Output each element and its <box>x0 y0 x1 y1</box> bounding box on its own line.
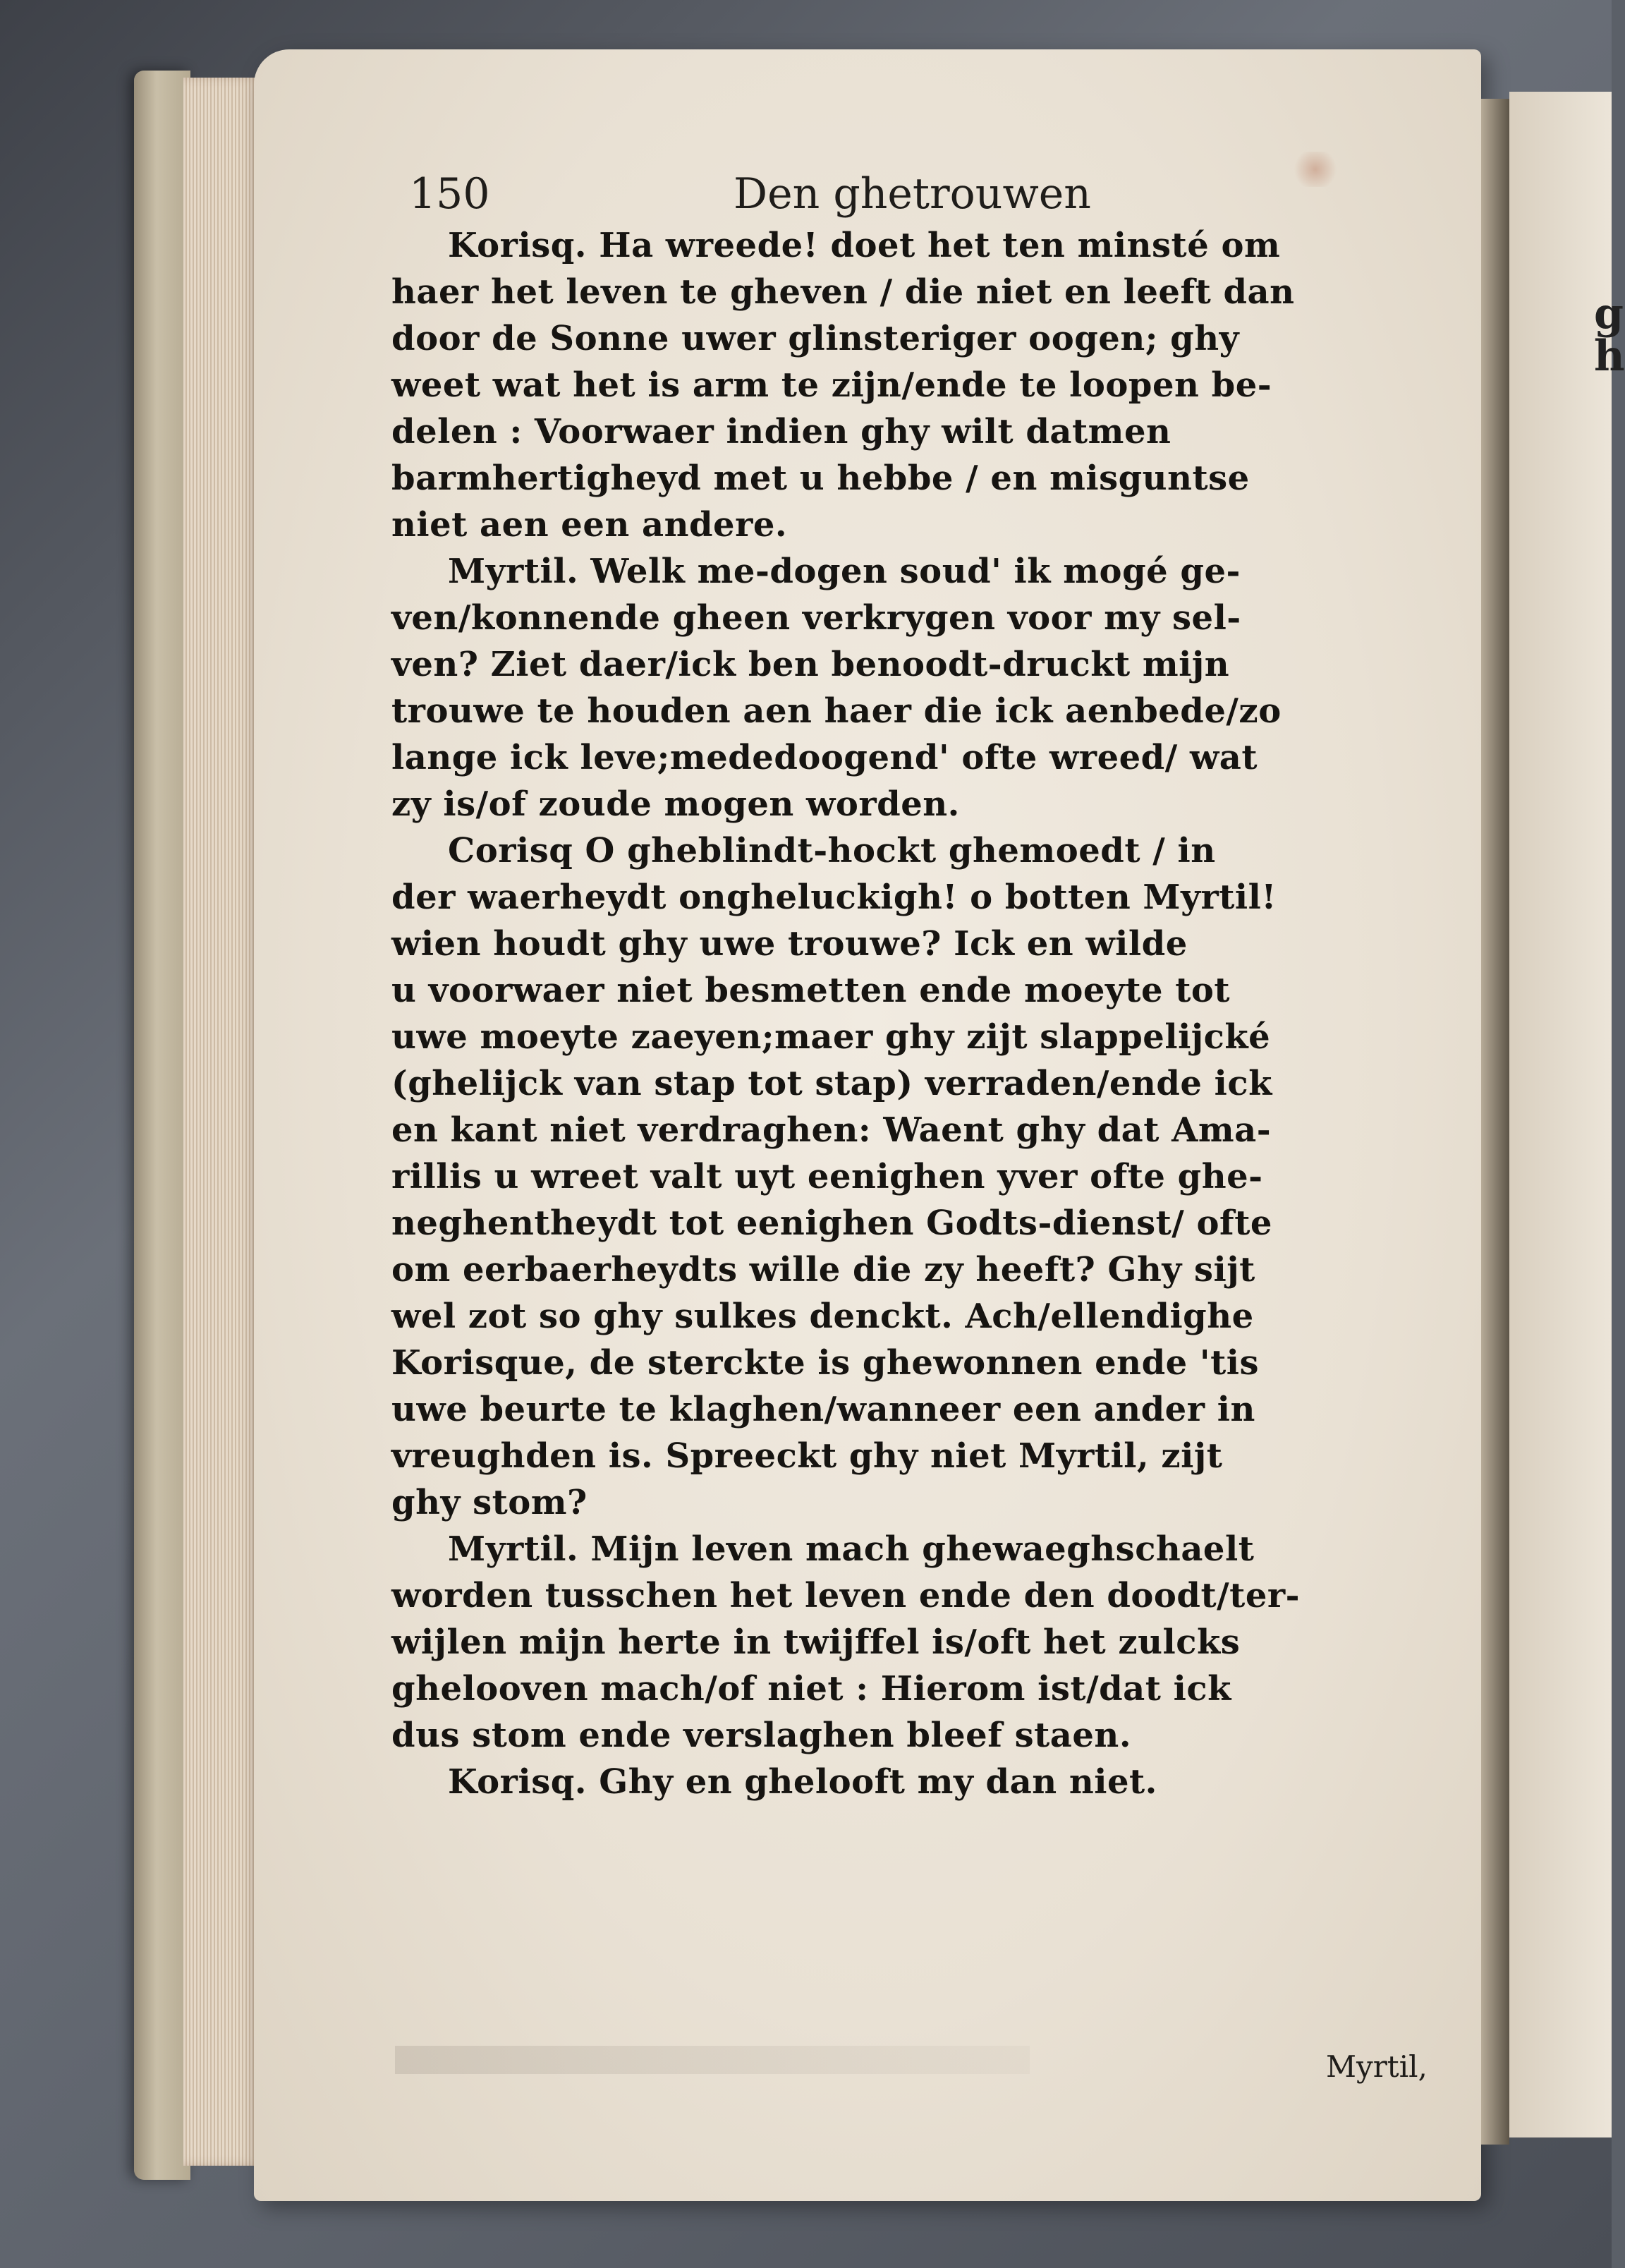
text-line: Myrtil. Welk me-dogen soud' ik mogé ge- <box>448 552 1241 591</box>
text-line: delen : Voorwaer indien ghy wilt datmen <box>391 412 1171 451</box>
text-line: wien houdt ghy uwe trouwe? Ick en wilde <box>391 924 1188 964</box>
text-line: lange ick leve;mededoogend' ofte wreed/ wat <box>391 738 1258 777</box>
page-header <box>409 169 1396 226</box>
ink-offset <box>395 2046 1030 2074</box>
text-line: trouwe te houden aen haer die ick aenbede/zo <box>391 691 1282 731</box>
text-line: zy is/of zoude mogen worden. <box>391 784 960 824</box>
text-line: Corisq O gheblindt-hockt ghemoedt / in <box>448 831 1216 871</box>
text-line: u voorwaer niet besmetten ende moeyte tot <box>391 971 1231 1010</box>
facing-page-letter: g <box>1594 289 1624 339</box>
text-line: Korisq. Ghy en ghelooft my dan niet. <box>448 1762 1157 1802</box>
text-line: weet wat het is arm te zijn/ende te loopen be- <box>391 365 1272 405</box>
text-line: Korisque, de sterckte is ghewonnen ende 'tis <box>391 1343 1260 1383</box>
facing-page-letter: h <box>1594 332 1625 381</box>
text-line: der waerheydt ongheluckigh! o botten Myrtil! <box>391 878 1277 917</box>
text-line: neghentheydt tot eenighen Godts-dienst/ ofte <box>391 1203 1272 1243</box>
text-line: Myrtil. Mijn leven mach ghewaeghschaelt <box>448 1529 1255 1569</box>
text-line: haer het leven te gheven / die niet en leeft dan <box>391 272 1295 312</box>
page-edges <box>183 78 261 2166</box>
text-line: niet aen een andere. <box>391 505 788 545</box>
text-line: ghy stom? <box>391 1483 588 1522</box>
text-line: wijlen mijn herte in twijffel is/oft het zulcks <box>391 1623 1241 1662</box>
text-line: door de Sonne uwer glinsteriger oogen; ghy <box>391 319 1239 358</box>
catchword: Myrtil, <box>1326 2049 1428 2084</box>
text-line: om eerbaerheydts wille die zy heeft? Ghy sijt <box>391 1250 1255 1290</box>
text-line: vreughden is. Spreeckt ghy niet Myrtil, zijt <box>391 1436 1223 1476</box>
text-line: wel zot so ghy sulkes denckt. Ach/ellendighe <box>391 1297 1254 1336</box>
book-gutter <box>1481 99 1509 2145</box>
text-line: Korisq. Ha wreede! doet het ten minsté om <box>448 226 1281 265</box>
text-line: ven? Ziet daer/ick ben benoodt-druckt mijn <box>391 645 1230 684</box>
text-line: uwe moeyte zaeyen;maer ghy zijt slappelijcké <box>391 1017 1271 1057</box>
text-line: dus stom ende verslaghen bleef staen. <box>391 1716 1132 1755</box>
text-line: en kant niet verdraghen: Waent ghy dat Ama- <box>391 1110 1272 1150</box>
facing-page <box>1509 92 1612 2137</box>
text-line: (ghelijck van stap tot stap) verraden/ende ick <box>391 1064 1272 1103</box>
text-line: rillis u wreet valt uyt eenighen yver ofte ghe- <box>391 1157 1263 1196</box>
body-text <box>391 222 1442 1805</box>
text-line: ghelooven mach/of niet : Hierom ist/dat ick <box>391 1669 1231 1709</box>
text-line: ven/konnende gheen verkrygen voor my sel- <box>391 598 1241 638</box>
book-spine <box>134 71 190 2180</box>
text-line: uwe beurte te klaghen/wanneer een ander in <box>391 1390 1255 1429</box>
page-number: 150 <box>409 169 490 219</box>
text-line: barmhertigheyd met u hebbe / en misguntse <box>391 459 1250 498</box>
running-title: Den ghetrouwen <box>734 169 1091 219</box>
text-line: worden tusschen het leven ende den doodt/ter- <box>391 1576 1301 1615</box>
